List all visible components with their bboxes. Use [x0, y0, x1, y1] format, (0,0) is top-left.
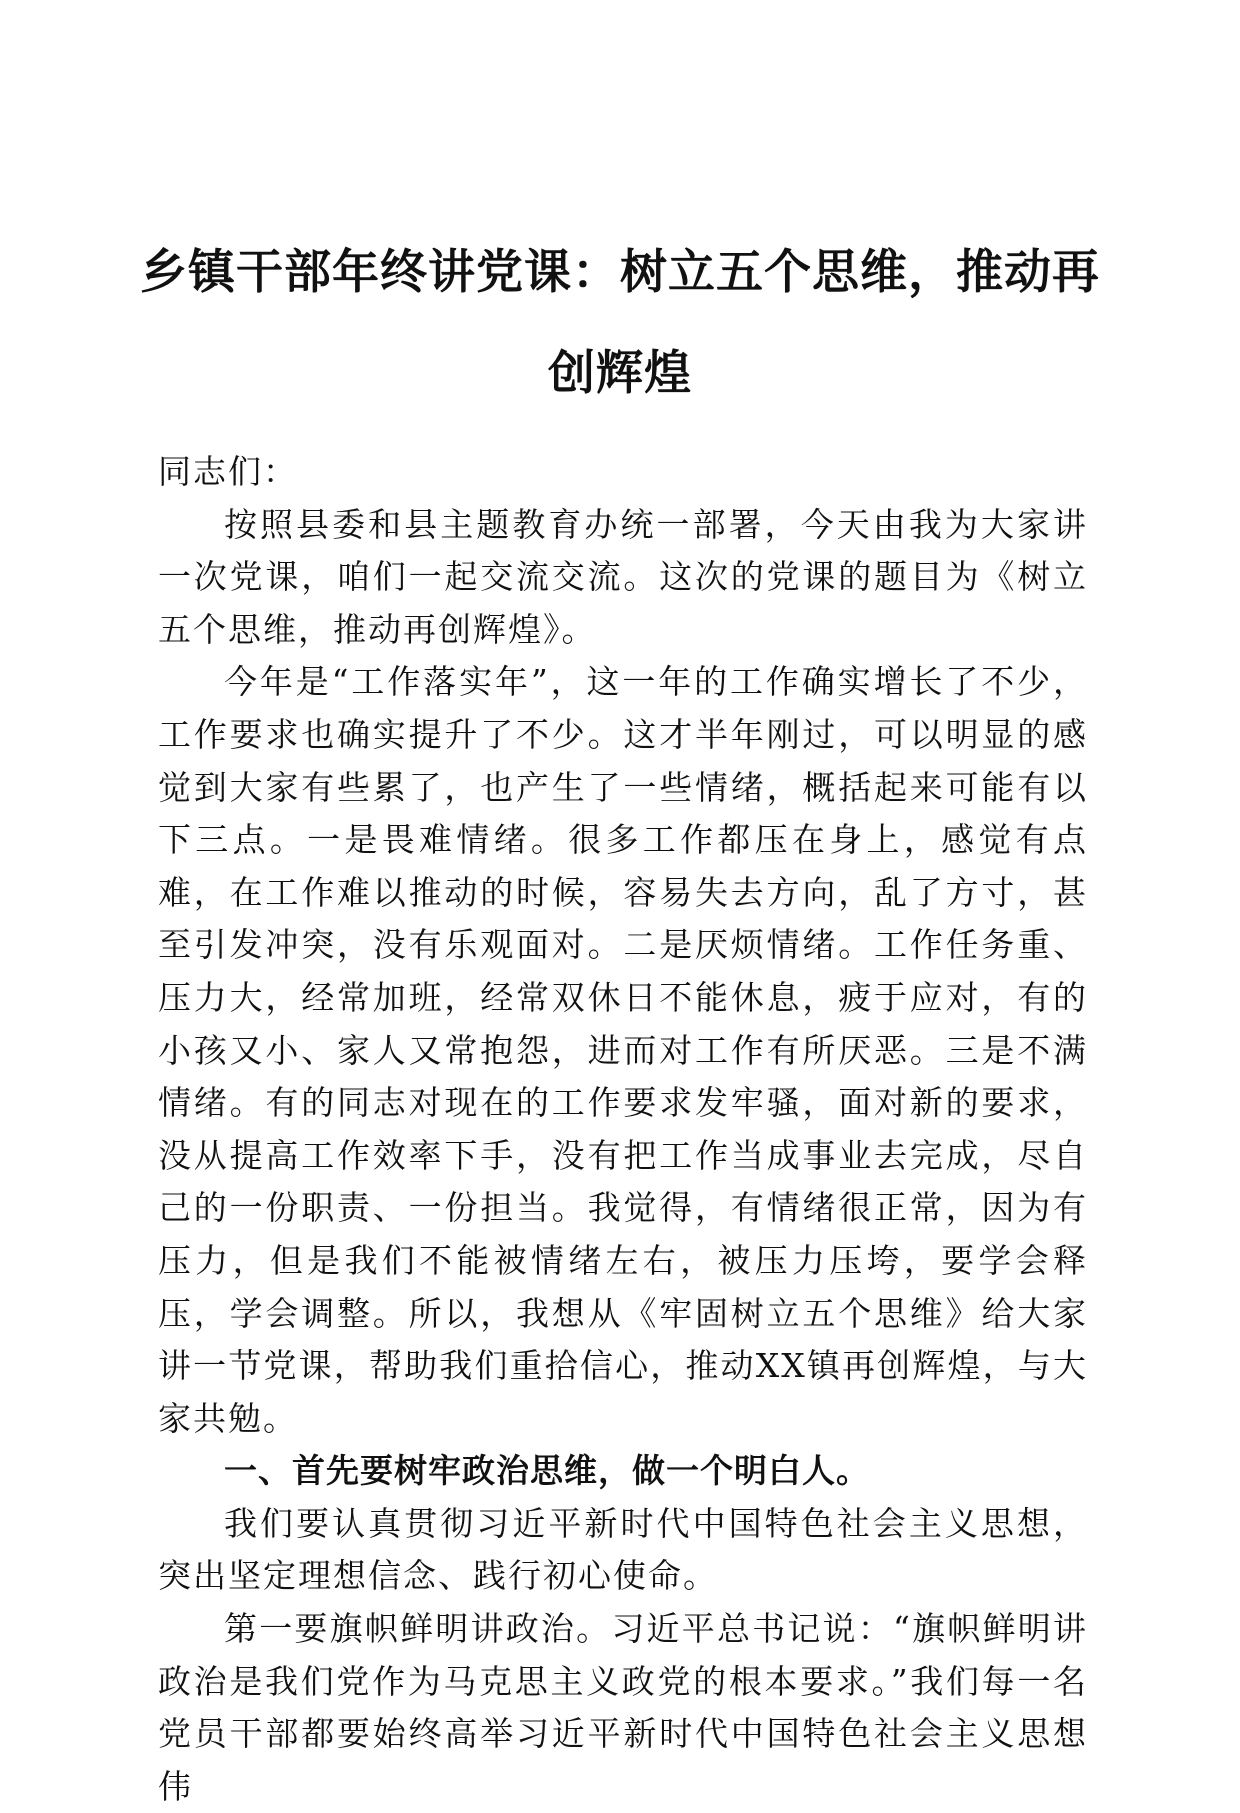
salutation: 同志们： [158, 452, 298, 491]
paragraph-section-1-point-1: 第一要旗帜鲜明讲政治。习近平总书记说：“旗帜鲜明讲政治是我们党作为马克思主义政党的根本要求。”我们每一名党员干部都要始终高举习近平新时代中国特色社会主义思想伟 [158, 1609, 1088, 1806]
document-title [140, 222, 1100, 424]
section-heading-1: 一、首先要树牢政治思维，做一个明白人。 [224, 1451, 870, 1491]
title-line-1: 乡镇干部年终讲党课：树立五个思维，推动再 [140, 245, 1100, 300]
paragraph-section-1-intro: 我们要认真贯彻习近平新时代中国特色社会主义思想，突出坚定理想信念、践行初心使命。 [158, 1503, 1088, 1596]
paragraph-intro: 按照县委和县主题教育办统一部署，今天由我为大家讲一次党课，咱们一起交流交流。这次的党课的题目为《树立五个思维，推动再创辉煌》。 [158, 504, 1088, 649]
title-line-2: 创辉煌 [548, 346, 692, 401]
paragraph-background: 今年是“工作落实年”，这一年的工作确实增长了不少，工作要求也确实提升了不少。这才半年刚过，可以明显的感觉到大家有些累了，也产生了一些情绪，概括起来可能有以下三点。一是畏难情绪。很多工作都压在身上，感觉有点难，在工作难以推动的时候，容易失去方向，乱了方寸，甚至引发冲突，没有乐观面对。二是厌烦情绪。工作任务重、压力大，经常加班，经常双休日不能休息，疲于应对，有的小孩又小、家人又常抱怨，进而对工作有所厌恶。三是不满情绪。有的同志对现在的工作要求发牢骚，面对新的要求，没从提高工作效率下手，没有把工作当成事业去完成，尽自己的一份职责、一份担当。我觉得，有情绪很正常，因为有压力，但是我们不能被情绪左右，被压力压垮，要学会释压，学会调整。所以，我想从《牢固树立五个思维》给大家讲一节党课，帮助我们重拾信心，推动XX镇再创辉煌，与大家共勉。 [158, 662, 1088, 1438]
document-body [158, 446, 1088, 1813]
